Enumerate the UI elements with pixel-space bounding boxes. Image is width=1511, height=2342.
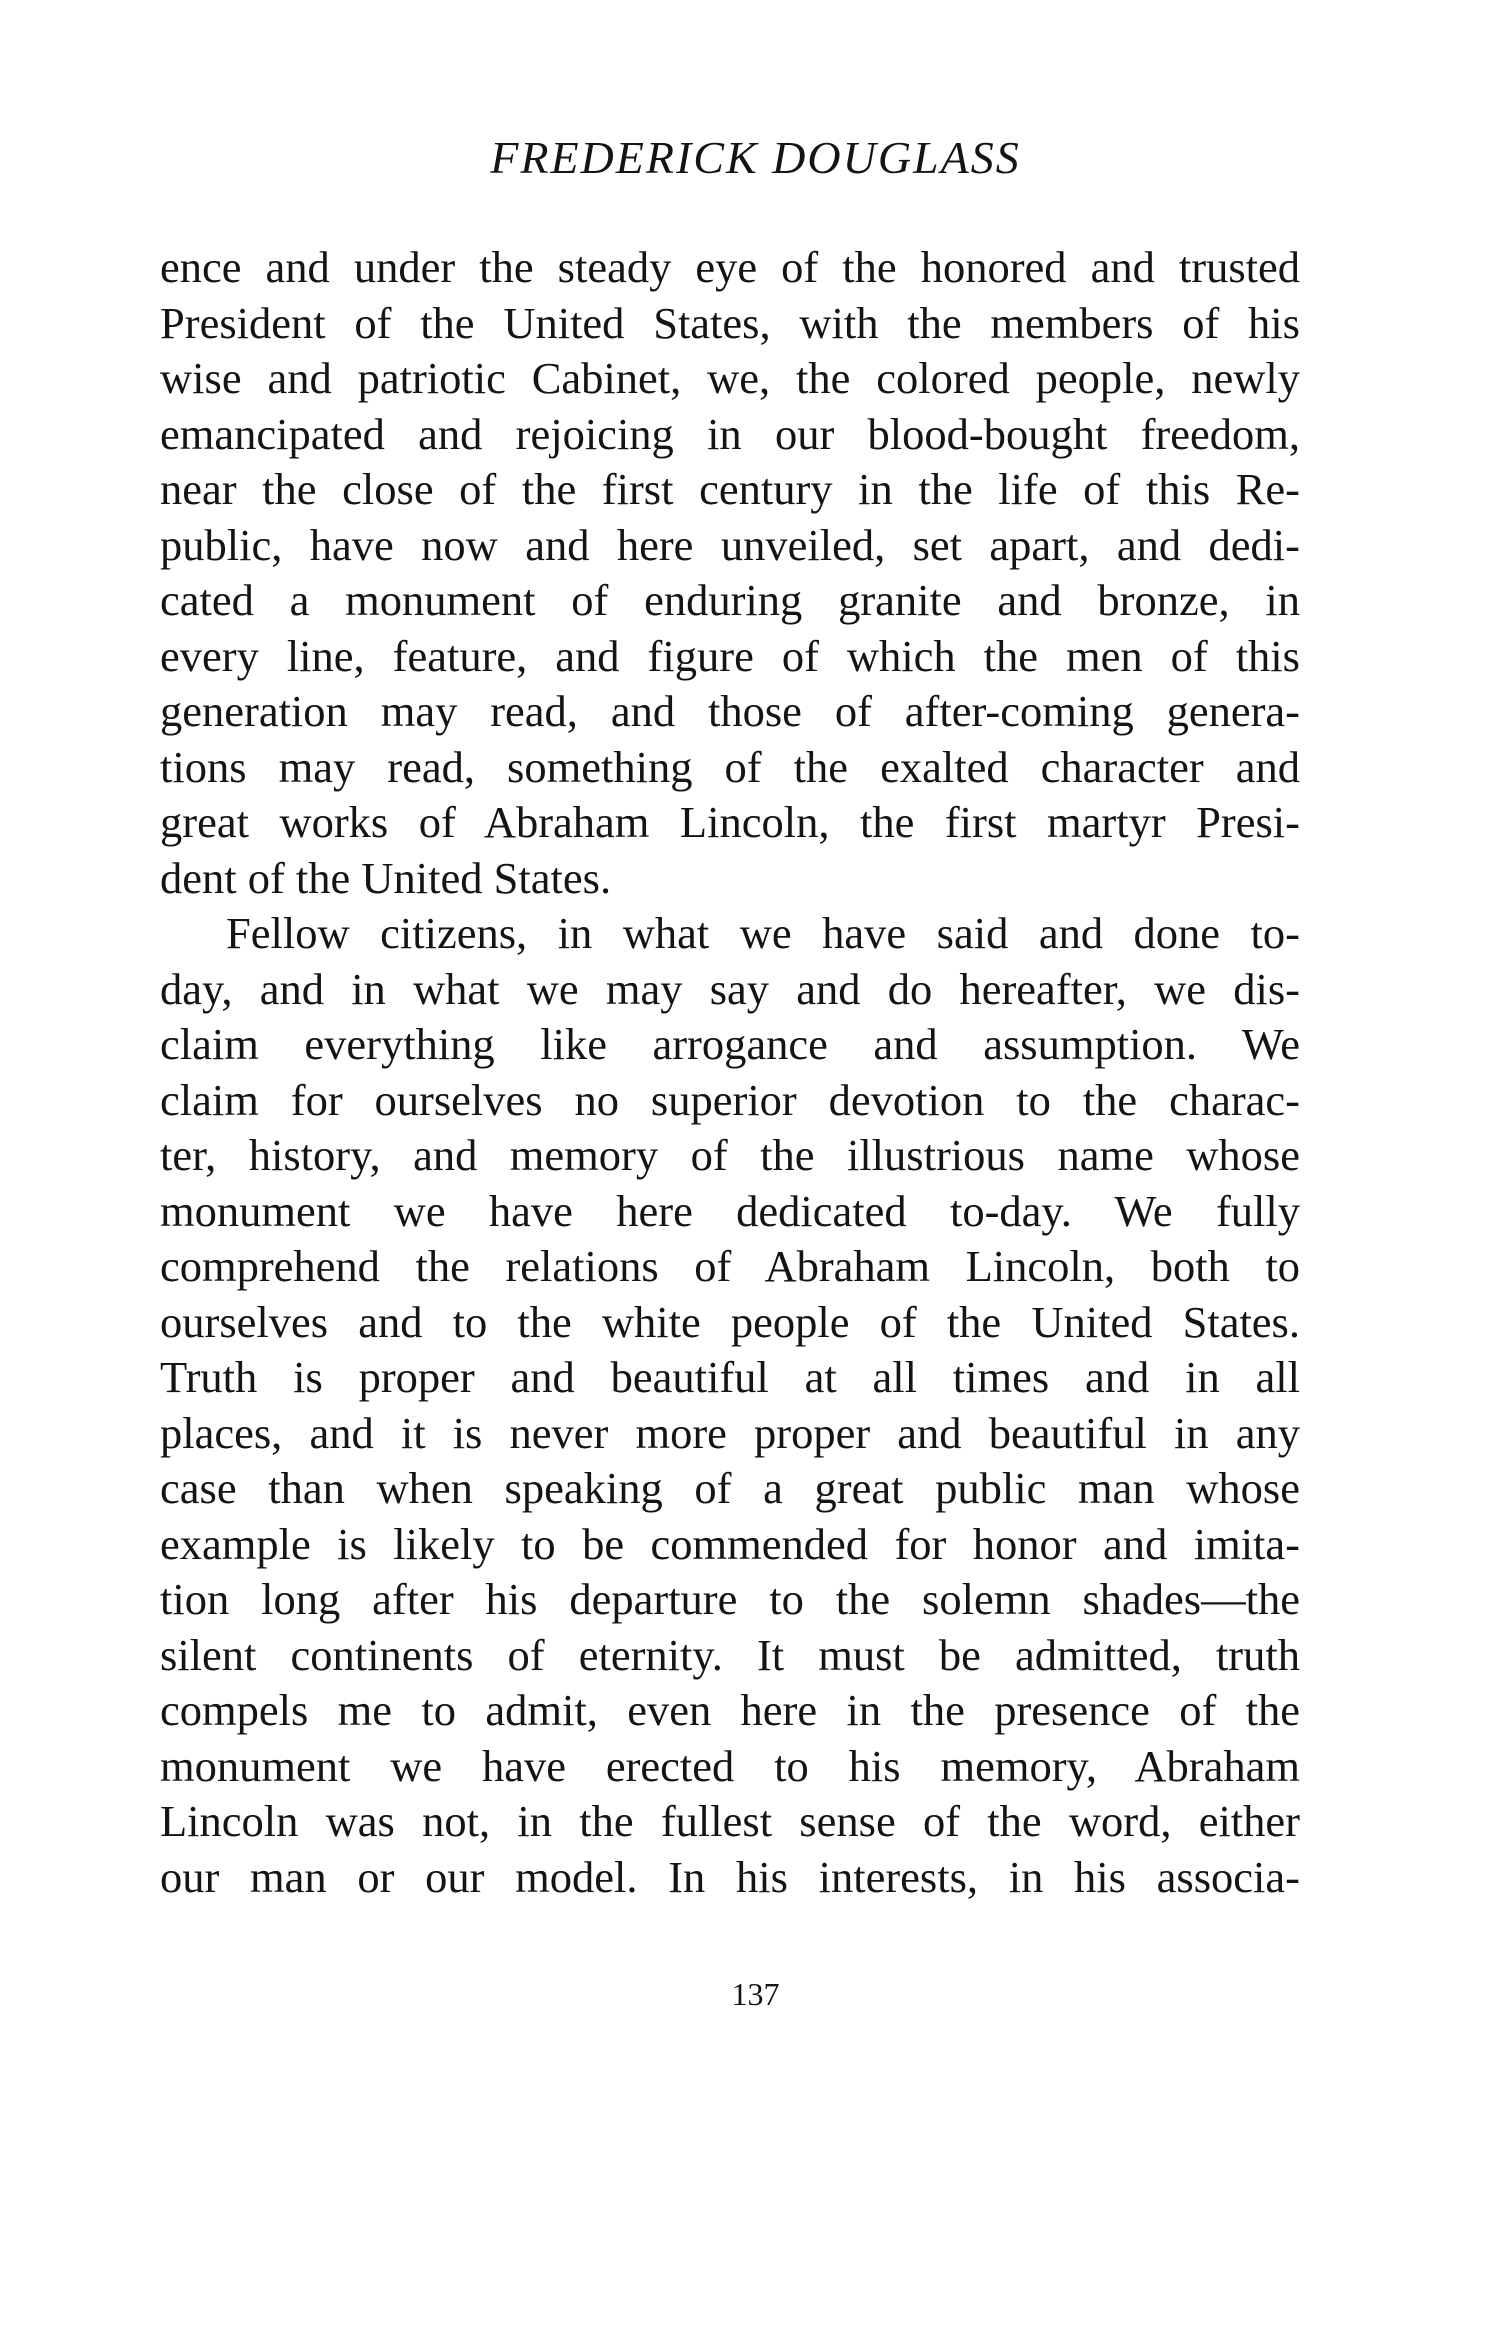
text-line: Fellow citizens, in what we have said and done to- xyxy=(226,908,1300,958)
text-line: compels me to admit, even here in the presence of the xyxy=(160,1685,1300,1735)
text-line: Truth is proper and beautiful at all times and in all xyxy=(160,1352,1300,1402)
text-line: places, and it is never more proper and beautiful in any xyxy=(160,1407,1300,1458)
text-line: wise and patriotic Cabinet, we, the colored people, newly xyxy=(160,353,1300,403)
text-line: tions may read, something of the exalted character and xyxy=(160,741,1300,792)
text-line: cated a monument of enduring granite and bronze, in xyxy=(160,575,1300,625)
text-line: example is likely to be commended for honor and imita- xyxy=(160,1518,1300,1569)
text-line: day, and in what we may say and do hereafter, we dis- xyxy=(160,963,1300,1014)
text-line: President of the United States, with the members of his xyxy=(160,297,1300,348)
page-number: 137 xyxy=(731,1976,780,2012)
paragraph-2 xyxy=(160,906,1300,1905)
running-head: FREDERICK DOUGLASS xyxy=(490,132,1021,183)
text-line: Lincoln was not, in the fullest sense of the word, either xyxy=(160,1796,1300,1846)
text-line: monument we have here dedicated to-day. We fully xyxy=(160,1185,1300,1236)
text-line: ourselves and to the white people of the United States. xyxy=(160,1296,1300,1347)
text-line: our man or our model. In his interests, in his associa- xyxy=(160,1851,1300,1902)
text-line: monument we have erected to his memory, Abraham xyxy=(160,1740,1300,1791)
text-line: silent continents of eternity. It must be admitted, truth xyxy=(160,1629,1300,1680)
text-line: great works of Abraham Lincoln, the first martyr Presi- xyxy=(160,797,1300,847)
text-line: dent of the United States. xyxy=(160,852,612,903)
text-line: comprehend the relations of Abraham Lincoln, both to xyxy=(160,1241,1300,1291)
text-line: public, have now and here unveiled, set apart, and dedi- xyxy=(160,519,1300,570)
body-text xyxy=(160,240,1300,1905)
text-line: ence and under the steady eye of the honored and trusted xyxy=(160,242,1300,292)
paragraph-1 xyxy=(160,240,1300,906)
text-line: ter, history, and memory of the illustrious name whose xyxy=(160,1130,1300,1180)
text-line: tion long after his departure to the solemn shades—the xyxy=(160,1574,1300,1624)
text-line: claim for ourselves no superior devotion to the charac- xyxy=(160,1074,1300,1125)
text-line: case than when speaking of a great public man whose xyxy=(160,1463,1300,1513)
text-line: near the close of the first century in the life of this Re- xyxy=(160,464,1300,514)
text-line: claim everything like arrogance and assumption. We xyxy=(160,1019,1300,1069)
text-line: emancipated and rejoicing in our blood-bought freedom, xyxy=(160,408,1300,459)
text-line: every line, feature, and figure of which the men of this xyxy=(160,630,1300,681)
text-line: generation may read, and those of after-coming genera- xyxy=(160,686,1300,736)
